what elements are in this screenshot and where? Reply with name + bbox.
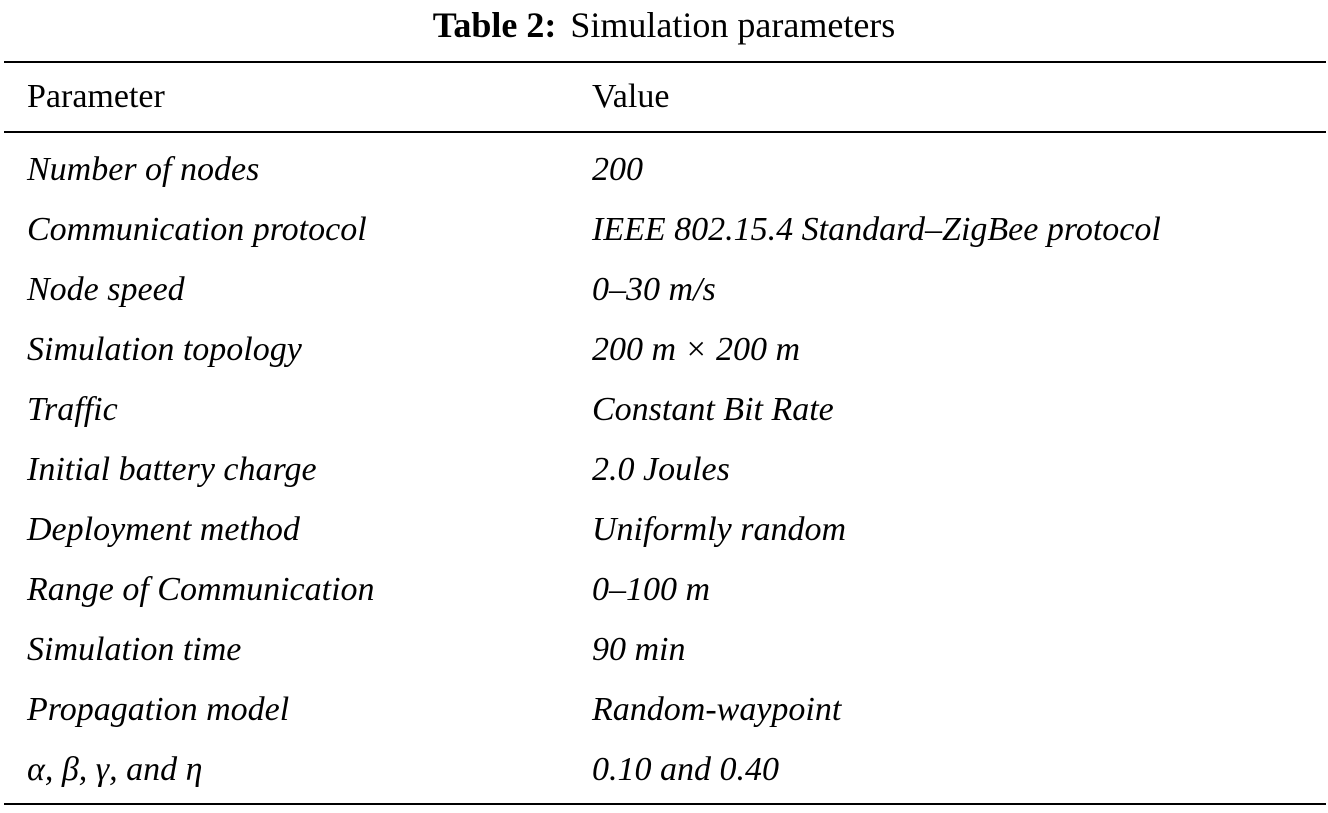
table-row <box>0 513 1328 573</box>
row-value: Constant Bit Rate <box>592 391 834 428</box>
table-bottom-rule <box>4 803 1326 805</box>
row-parameter: Simulation topology <box>27 331 302 368</box>
row-parameter: Propagation model <box>27 691 290 728</box>
row-parameter: Number of nodes <box>27 151 260 188</box>
row-value: 0.10 and 0.40 <box>592 751 779 788</box>
table-body <box>0 133 1328 813</box>
table-row <box>0 213 1328 273</box>
row-value: 2.0 Joules <box>592 451 730 488</box>
row-parameter: Range of Communication <box>27 571 375 608</box>
table-row <box>0 333 1328 393</box>
row-parameter: α, β, γ, and η <box>27 751 203 788</box>
row-parameter: Simulation time <box>27 631 242 668</box>
row-parameter: Node speed <box>27 271 185 308</box>
row-value: 0–100 m <box>592 571 711 608</box>
table-row <box>0 453 1328 513</box>
row-parameter: Initial battery charge <box>27 451 317 488</box>
table-caption-title: Simulation parameters <box>570 5 896 45</box>
table-header-row <box>0 63 1328 131</box>
header-parameter: Parameter <box>27 78 165 115</box>
table-row <box>0 273 1328 333</box>
table-row <box>0 153 1328 213</box>
table-row <box>0 393 1328 453</box>
table-row <box>0 633 1328 693</box>
row-value: IEEE 802.15.4 Standard–ZigBee protocol <box>592 211 1161 248</box>
row-value: 200 m × 200 m <box>592 331 801 368</box>
row-value: Uniformly random <box>592 511 847 548</box>
table-row <box>0 573 1328 633</box>
row-value: 200 <box>592 151 643 188</box>
row-value: Random-waypoint <box>592 691 842 728</box>
table-caption <box>0 0 1328 50</box>
header-value: Value <box>592 78 670 115</box>
row-parameter: Communication protocol <box>27 211 367 248</box>
row-parameter: Deployment method <box>27 511 300 548</box>
row-value: 0–30 m/s <box>592 271 716 308</box>
table-row <box>0 693 1328 753</box>
row-value: 90 min <box>592 631 686 668</box>
row-parameter: Traffic <box>27 391 118 428</box>
table-caption-label: Table 2: <box>432 5 557 45</box>
